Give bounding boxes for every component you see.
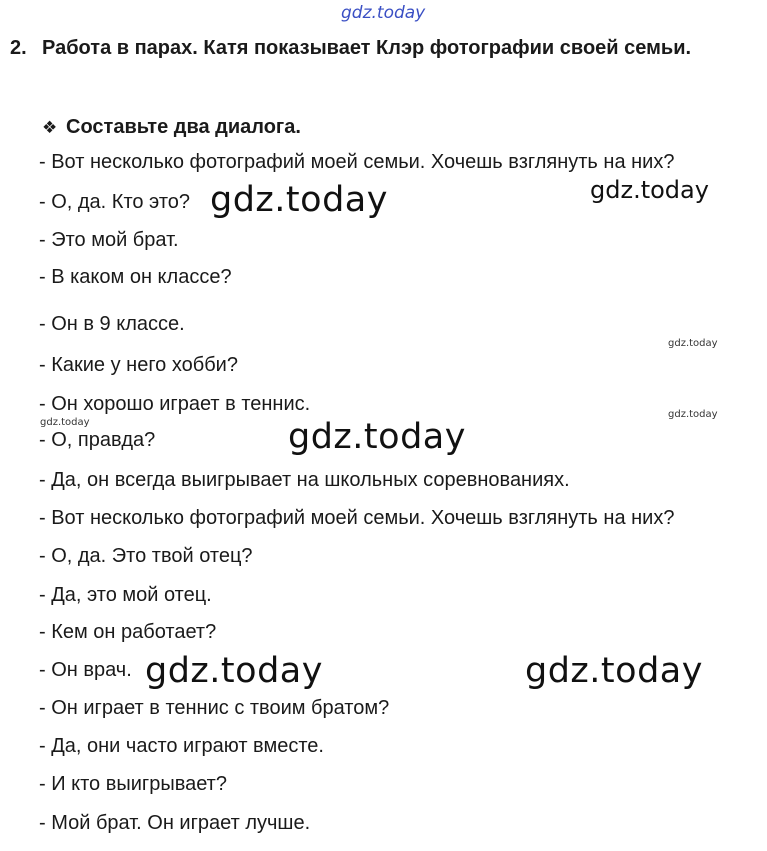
dialogue-line: - Мой брат. Он играет лучше.: [39, 812, 311, 834]
watermark: gdz.today: [525, 651, 703, 691]
task-heading: [10, 37, 691, 60]
dialogue-line: - Он врач.: [39, 659, 132, 681]
dialogue-line: - Вот несколько фотографий моей семьи. Хочешь взглянуть на них?: [39, 507, 675, 529]
subtitle-text: Составьте два диалога.: [66, 116, 301, 138]
dialogue-line: - О, да. Это твой отец?: [39, 545, 253, 567]
watermark: gdz.today: [668, 338, 718, 349]
watermark: gdz.today: [40, 417, 90, 428]
dialogue-line: - В каком он классе?: [39, 266, 232, 288]
dialogue-line: - Какие у него хобби?: [39, 354, 238, 376]
dialogue-line: - Да, они часто играют вместе.: [39, 735, 324, 757]
watermark: gdz.today: [590, 176, 709, 204]
task-subtitle: [42, 116, 301, 139]
watermark: gdz.today: [145, 651, 323, 691]
dialogue-line: - И кто выигрывает?: [39, 773, 227, 795]
task-number: 2.: [10, 37, 27, 59]
diamond-bullet-icon: ❖: [42, 118, 58, 137]
task-title: Работа в парах. Катя показывает Клэр фотографии своей семьи.: [42, 37, 692, 59]
dialogue-line: - Он играет в теннис с твоим братом?: [39, 697, 390, 719]
dialogue-line: - Да, это мой отец.: [39, 584, 212, 606]
dialogue-line: - Вот несколько фотографий моей семьи. Хочешь взглянуть на них?: [39, 151, 675, 173]
dialogue-line: - Да, он всегда выигрывает на школьных соревнованиях.: [39, 469, 570, 491]
dialogue-line: - Он хорошо играет в теннис.: [39, 393, 311, 415]
dialogue-line: - О, правда?: [39, 429, 156, 451]
dialogue-line: - Это мой брат.: [39, 229, 179, 251]
watermark: gdz.today: [210, 180, 388, 220]
dialogue-line: - Он в 9 классе.: [39, 313, 185, 335]
dialogue-line: - О, да. Кто это?: [39, 191, 191, 213]
watermark: gdz.today: [668, 409, 718, 420]
watermark: gdz.today: [288, 417, 466, 457]
dialogue-line: - Кем он работает?: [39, 621, 217, 643]
watermark-top: gdz.today: [341, 3, 426, 23]
